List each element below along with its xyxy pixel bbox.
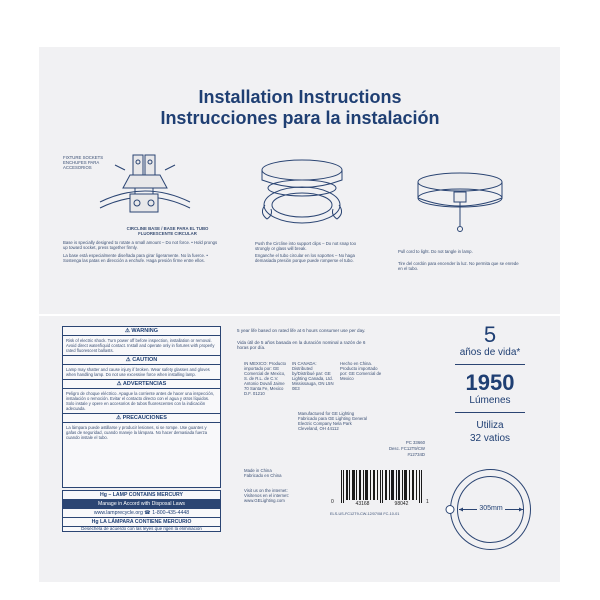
title-english: Installation Instructions (198, 87, 402, 107)
step2-text-es: Enganche el tubo circular en los soportes – No haga demasiada presión porque puede romperse el tubo. (255, 253, 355, 263)
step3-text-es: Tire del cordón para encender la luz. No permita que se enrede en el tubo. (398, 261, 519, 271)
uses-label: Utiliza (476, 420, 504, 431)
advertencias-text: Peligro de choque eléctrico. Apague la corriente antes de hacer una inspección, instalación o remoción. Evitar el contacto directo con el agua y otros líquidos. Solo instale y opere en accesorios de tubos fluorescentes con la indicación adecuada. (66, 391, 215, 411)
base-label: CIRCLINE BASE / BASE PARA EL TUBO FLUORESCENTE CIRCULAR (126, 226, 209, 236)
caution-heading: ⚠ CAUTION (63, 355, 220, 365)
lumens-number: 1950 (465, 370, 515, 395)
mercury-box (62, 490, 221, 532)
website-note: Visit us on the internet: Visítenos en el internet: www.GELighting.com (244, 488, 289, 503)
spec-rule-2 (455, 412, 525, 413)
caution-text: Lamp may shatter and cause injury if broken. Wear safety glasses and gloves when handling lamp. Do not use excessive force when installing lamp. (66, 367, 210, 377)
product-pc: PC 33660 (405, 440, 425, 445)
fixture-clips-illustration (250, 150, 355, 240)
warning-box (62, 326, 221, 488)
imported-mexico: IN MEXICO: Producto importado por: GE Comercial de Mexico, S. de R.L. de C.V. Antonio Dovalí Jaime 70 Santa Fe, Mexico D.F. 01210 (244, 361, 287, 396)
imported-canada: IN CANADA: Distributed by/Distribué par: GE Lighting Canada, Ltd. Mississauga, ON L5N 0E3 (292, 361, 334, 391)
years-number: 5 (483, 322, 497, 347)
made-in: Made in China Fabricado en China (244, 468, 282, 478)
precauciones-text: La lámpara puede astillarse y producir lesiones, si se rompe. Use guantes y gafas de seguridad, cuando maneje la lámpara. No hacer demasiada fuerza cuando instale el tubo. (66, 425, 208, 440)
manufactured-for: Manufactured for GE Lighting Fabricado para GE Lighting General Electric Company Nela Park Cleveland, OH 44112 (298, 411, 368, 431)
life-note-en: 5 year life based on rated life at 6 hours consumer use per day. (237, 328, 366, 333)
step2-text-en: Push the Circline into support clips – Do not snap too strongly or glass will break. (255, 241, 357, 251)
watts-label: 32 vatios (469, 433, 511, 444)
section-divider (39, 314, 560, 316)
barcode-footer: ELS-US-FC12T9-CW-12/07/08 FC-10-01 (330, 512, 400, 516)
step1-text-es: La base está especialmente diseñada para girar ligeramente. No la fuerce. • Sostenga las patas en dirección a enchufe. Haga presión firme entre ellos. (63, 253, 208, 263)
product-model: #12734D (407, 452, 425, 457)
warning-heading: ⚠ WARNING (63, 327, 220, 336)
years-label: años de vida* (459, 347, 521, 358)
life-note-es: Vida útil de 5 años basada en la duración nominal a razón de 6 horas por día. (237, 340, 366, 350)
barcode-group-2: 98042 (394, 501, 409, 507)
product-desc: Desc. FC12T9/CW (388, 446, 425, 451)
precauciones-heading: ⚠ PRECAUCIONES (63, 413, 220, 423)
mercury-line-3: www.lamprecycle.org ☎ 1-800-435-4448 (63, 509, 220, 518)
barcode-digit-right: 1 (426, 499, 429, 505)
imported-china: Hecho en China. Producto importado por: GE Comercial de Mexico (340, 361, 382, 381)
barcode-group-1: 43168 (355, 501, 370, 507)
socket-label: FIXTURE SOCKETS ENCHUFES PARA ACCESORIOS (63, 155, 104, 170)
spec-rule-1 (455, 364, 525, 365)
mercury-line-2: Manage in Accord with Disposal Laws (63, 500, 220, 509)
pull-cord-illustration (400, 168, 520, 243)
lumens-label: Lúmenes (469, 395, 511, 406)
mercury-line-4: Hg LA LÁMPARA CONTIENE MERCURIO (63, 518, 220, 527)
mercury-line-5: Deséchela de acuerdo con las leyes que rigen la eliminación (81, 526, 202, 531)
step3-text-en: Pull cord to light. Do not tangle in lamp. (398, 249, 473, 254)
warning-text: Risk of electric shock. Turn power off before inspection, installation or removal. Avoid direct water/liquid contact. Install and operate only in fixtures with properly rated fluorescent ballasts. (66, 338, 215, 353)
mercury-line-1: Hg – LAMP CONTAINS MERCURY (63, 491, 220, 500)
title-spanish: Instrucciones para la instalación (160, 108, 440, 128)
advertencias-heading: ⚠ ADVERTENCIAS (63, 379, 220, 389)
base-socket-illustration (95, 150, 195, 225)
tube-size-label: 305mm (479, 505, 503, 512)
step1-text-en: Base is specially designed to rotate a small amount – Do not force. • Hold prongs up toward socket, press together firmly. (63, 240, 218, 250)
barcode-digit-left: 0 (331, 499, 334, 505)
